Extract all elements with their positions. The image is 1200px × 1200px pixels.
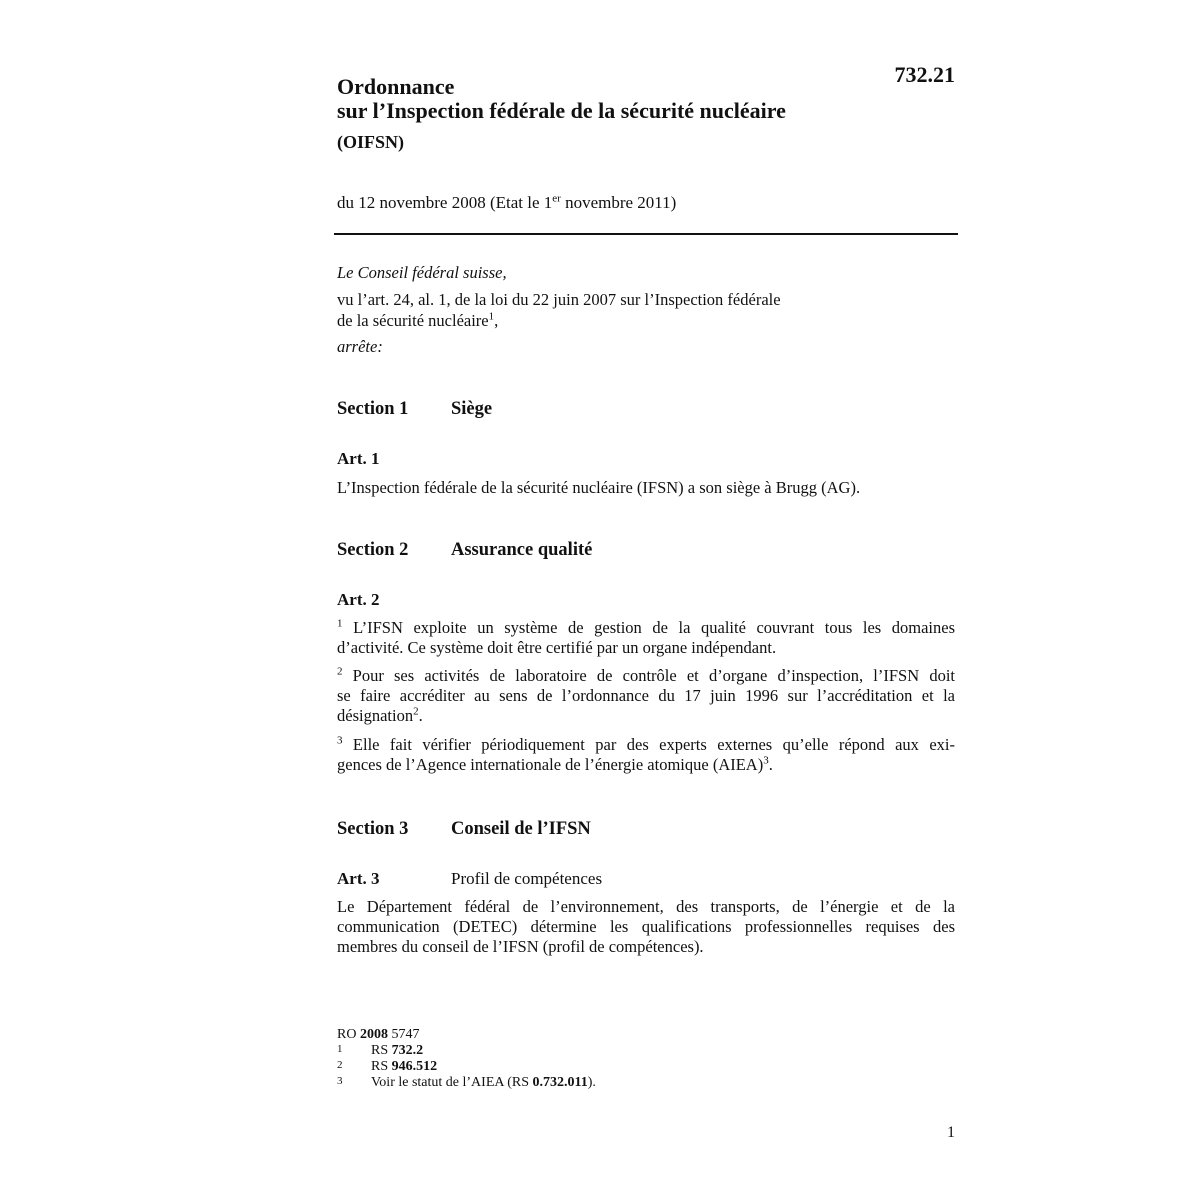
- art-2-al2-line-1-text: Pour ses activités de laboratoire de contrôle et d’organe d’inspection, l’IFSN doit: [342, 666, 955, 685]
- date-suffix: novembre 2011): [560, 193, 677, 212]
- footnote-1-ref: 732.2: [391, 1043, 424, 1058]
- art-2-heading: [337, 590, 451, 610]
- date-prefix: du 12 novembre 2008 (Etat le 1: [337, 193, 553, 212]
- al-number-1: 1: [337, 617, 343, 630]
- art-3-number: Art. 3: [337, 869, 380, 888]
- ro-prefix: RO: [337, 1027, 360, 1042]
- title-line-1: Ordonnance: [337, 74, 455, 99]
- art-2-al3-line-1: [337, 735, 955, 755]
- art-1-text: L’Inspection fédérale de la sécurité nucléaire (IFSN) a son siège à Brugg (AG).: [337, 478, 861, 497]
- footnote-ref-3[interactable]: 3: [763, 754, 769, 767]
- page-number: 1: [947, 1124, 955, 1141]
- footnote-ref-1[interactable]: 1: [488, 310, 495, 323]
- art-3-line-1: Le Département fédéral de l’environnement, des transports, de l’énergie et de la: [337, 897, 955, 916]
- art-2-al2-line-1: [337, 666, 955, 686]
- footnote-3-number: 3: [337, 1075, 343, 1087]
- art-2-al1-line-1-text: L’IFSN exploite un système de gestion de la qualité couvrant tous les domaines: [342, 618, 955, 637]
- footnote-2-prefix: RS: [371, 1059, 392, 1074]
- art-2-number: Art. 2: [337, 590, 380, 609]
- header-divider: [334, 233, 958, 235]
- art-2-al2-line-3: [337, 706, 955, 726]
- art-2-al3-line-2-end: .: [768, 755, 773, 774]
- art-3-paragraph: [337, 897, 955, 957]
- title-abbreviation: (OIFSN): [337, 132, 404, 152]
- footnote-1-prefix: RS: [371, 1043, 392, 1058]
- preamble-line-2: [337, 311, 498, 331]
- footnote-2-number: 2: [337, 1059, 343, 1071]
- art-2-paragraph-2: [337, 666, 955, 726]
- document-page: [337, 60, 955, 1160]
- al-number-2: 2: [337, 665, 343, 678]
- section-1-heading: [337, 398, 492, 420]
- section-2-title: Assurance qualité: [451, 540, 593, 560]
- art-2-al2-line-2: se faire accréditer au sens de l’ordonnance du 17 juin 1996 sur l’accréditation et la: [337, 686, 955, 705]
- section-2-number: Section 2: [337, 540, 409, 560]
- art-3-heading: [337, 869, 602, 889]
- preamble-line-2-end: ,: [494, 311, 499, 330]
- footnote-3-suffix: ).: [587, 1075, 596, 1090]
- art-2-al1-line-1: [337, 618, 955, 638]
- art-2-al3-line-2-text: gences de l’Agence internationale de l’énergie atomique (AIEA): [337, 755, 764, 774]
- footnote-2: [337, 1059, 596, 1075]
- date-superscript: er: [552, 192, 561, 205]
- art-2-al3-line-2: [337, 755, 955, 775]
- preamble-authority: Le Conseil fédéral suisse,: [337, 263, 507, 282]
- footnote-3-ref: 0.732.011: [532, 1075, 588, 1090]
- preamble-decision: arrête:: [337, 337, 383, 356]
- section-2-heading: [337, 539, 592, 561]
- art-1-heading: [337, 449, 451, 469]
- art-2-al2-line-3-end: .: [418, 706, 423, 725]
- footnote-3: [337, 1075, 596, 1091]
- art-3-line-2: communication (DETEC) détermine les qualifications professionnelles requises des: [337, 917, 955, 936]
- title-line-2: sur l’Inspection fédérale de la sécurité nucléaire: [337, 98, 786, 123]
- footnote-1: [337, 1043, 596, 1059]
- footnote-3-prefix: Voir le statut de l’AIEA (RS: [371, 1075, 533, 1090]
- art-3-line-3: membres du conseil de l’IFSN (profil de compétences).: [337, 937, 704, 956]
- art-2-al2-line-3-text: désignation: [337, 706, 414, 725]
- ro-page: 5747: [387, 1027, 420, 1042]
- ro-year: 2008: [359, 1027, 388, 1042]
- footnotes: [337, 1027, 596, 1091]
- art-3-title: Profil de compétences: [451, 869, 603, 888]
- section-3-heading: [337, 818, 591, 840]
- footnote-ref-2[interactable]: 2: [413, 705, 419, 718]
- art-2-paragraph-3: [337, 735, 955, 775]
- footnote-2-ref: 946.512: [391, 1059, 438, 1074]
- art-2-paragraph-1: [337, 618, 955, 658]
- section-3-number: Section 3: [337, 819, 409, 839]
- preamble-line-1: vu l’art. 24, al. 1, de la loi du 22 juin 2007 sur l’Inspection fédérale: [337, 290, 781, 309]
- section-1-title: Siège: [451, 399, 493, 419]
- preamble-line-2-text: de la sécurité nucléaire: [337, 311, 489, 330]
- section-3-title: Conseil de l’IFSN: [451, 819, 591, 839]
- date-line: [337, 192, 676, 214]
- footnote-1-number: 1: [337, 1043, 343, 1055]
- section-1-number: Section 1: [337, 399, 409, 419]
- art-2-al3-line-1-text: Elle fait vérifier périodiquement par des experts externes qu’elle répond aux exi-: [342, 735, 955, 754]
- sr-number: 732.21: [894, 62, 955, 87]
- al-number-3: 3: [337, 734, 343, 747]
- art-1-number: Art. 1: [337, 449, 380, 468]
- ro-reference: [337, 1027, 596, 1043]
- art-2-al1-line-2: d’activité. Ce système doit être certifié par un organe indépendant.: [337, 638, 777, 657]
